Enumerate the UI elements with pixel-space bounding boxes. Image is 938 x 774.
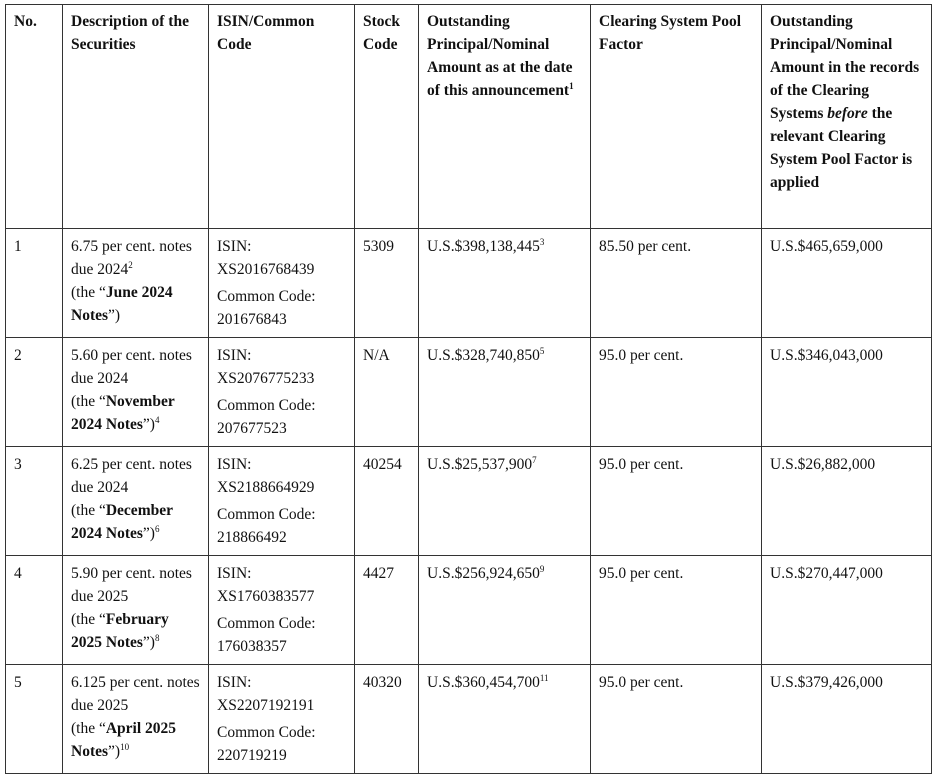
common-code-label: Common Code:	[217, 397, 316, 414]
common-code-value: 218866492	[217, 529, 287, 546]
cell-no: 3	[6, 447, 63, 556]
cell-stock-code: 40320	[355, 665, 419, 774]
isin-value: XS1760383577	[217, 588, 315, 605]
footnote-ref: 7	[532, 455, 537, 465]
isin-value: XS2076775233	[217, 370, 315, 387]
isin-label: ISIN:	[217, 565, 252, 582]
cell-records: U.S.$379,426,000	[762, 665, 932, 774]
header-stock-code: Stock Code	[355, 5, 419, 229]
footnote-ref: 6	[154, 524, 160, 534]
footnote-ref: 8	[154, 633, 160, 643]
header-no: No.	[6, 5, 63, 229]
common-code-label: Common Code:	[217, 615, 316, 632]
cell-outstanding	[419, 229, 591, 338]
header-isin: ISIN/Common Code	[209, 5, 355, 229]
cell-no: 1	[6, 229, 63, 338]
footnote-ref: 11	[539, 673, 549, 683]
footnote-ref: 3	[539, 237, 545, 247]
description-open: (the “	[71, 611, 106, 628]
isin-value: XS2016768439	[217, 261, 315, 278]
header-records-pre: Outstanding Principal/Nominal Amount in the records of the Clearing Systems	[770, 13, 920, 122]
outstanding-value: U.S.$328,740,850	[427, 347, 540, 364]
cell-isin	[209, 229, 355, 338]
isin-value: XS2207192191	[217, 697, 315, 714]
common-code-value: 176038357	[217, 638, 287, 655]
cell-records: U.S.$26,882,000	[762, 447, 932, 556]
description-text: 5.90 per cent. notes due 2025	[71, 565, 192, 605]
cell-stock-code: 4427	[355, 556, 419, 665]
defined-term: November 2024 Notes	[71, 393, 175, 433]
table-row	[6, 556, 932, 665]
cell-pool-factor: 95.0 per cent.	[591, 665, 762, 774]
cell-isin	[209, 665, 355, 774]
description-text: 6.25 per cent. notes due 2024	[71, 456, 192, 496]
cell-records: U.S.$465,659,000	[762, 229, 932, 338]
description-close: ”)	[142, 525, 155, 542]
cell-outstanding	[419, 338, 591, 447]
cell-isin	[209, 447, 355, 556]
header-description: Description of the Securities	[63, 5, 209, 229]
description-close: ”)	[142, 634, 155, 651]
header-outstanding	[419, 5, 591, 229]
table-row	[6, 447, 932, 556]
cell-outstanding	[419, 665, 591, 774]
outstanding-value: U.S.$256,924,650	[427, 565, 540, 582]
description-text: 6.75 per cent. notes due 2024	[71, 238, 192, 278]
cell-isin	[209, 556, 355, 665]
isin-label: ISIN:	[217, 238, 252, 255]
cell-no: 4	[6, 556, 63, 665]
cell-pool-factor: 95.0 per cent.	[591, 556, 762, 665]
common-code-label: Common Code:	[217, 506, 316, 523]
description-open: (the “	[71, 502, 106, 519]
header-records	[762, 5, 932, 229]
header-outstanding-text: Outstanding Principal/Nominal Amount as at the date of this announcement	[427, 13, 573, 99]
cell-records: U.S.$346,043,000	[762, 338, 932, 447]
description-open: (the “	[71, 720, 106, 737]
securities-table	[5, 4, 932, 774]
header-records-italic: before	[827, 105, 868, 122]
table-row	[6, 338, 932, 447]
common-code-value: 201676843	[217, 311, 287, 328]
defined-term: February 2025 Notes	[71, 611, 169, 651]
cell-no: 5	[6, 665, 63, 774]
defined-term: April 2025 Notes	[71, 720, 177, 760]
footnote-ref: 1	[569, 81, 574, 91]
table-row	[6, 665, 932, 774]
cell-outstanding	[419, 447, 591, 556]
cell-stock-code: 40254	[355, 447, 419, 556]
footnote-ref: 5	[539, 346, 545, 356]
common-code-value: 207677523	[217, 420, 287, 437]
description-close: ”)	[142, 416, 155, 433]
footnote-ref: 9	[539, 564, 545, 574]
cell-description	[63, 338, 209, 447]
outstanding-value: U.S.$398,138,445	[427, 238, 540, 255]
defined-term: June 2024 Notes	[71, 284, 173, 324]
cell-pool-factor: 95.0 per cent.	[591, 338, 762, 447]
cell-isin	[209, 338, 355, 447]
common-code-value: 220719219	[217, 747, 287, 764]
footnote-ref: 2	[128, 260, 133, 270]
header-row	[6, 5, 932, 229]
cell-description	[63, 447, 209, 556]
cell-outstanding	[419, 556, 591, 665]
isin-label: ISIN:	[217, 456, 252, 473]
cell-description	[63, 665, 209, 774]
cell-stock-code: N/A	[355, 338, 419, 447]
isin-value: XS2188664929	[217, 479, 315, 496]
cell-stock-code: 5309	[355, 229, 419, 338]
common-code-label: Common Code:	[217, 288, 316, 305]
common-code-label: Common Code:	[217, 724, 316, 741]
description-open: (the “	[71, 393, 106, 410]
header-records-post: the relevant Clearing System Pool Factor is applied	[770, 105, 913, 191]
cell-pool-factor: 85.50 per cent.	[591, 229, 762, 338]
cell-description	[63, 229, 209, 338]
description-text: 5.60 per cent. notes due 2024	[71, 347, 192, 387]
footnote-ref: 4	[154, 415, 160, 425]
footnote-ref: 10	[120, 742, 130, 752]
cell-records: U.S.$270,447,000	[762, 556, 932, 665]
table-row	[6, 229, 932, 338]
description-close: ”)	[108, 307, 121, 324]
cell-description	[63, 556, 209, 665]
description-text: 6.125 per cent. notes due 2025	[71, 674, 200, 714]
defined-term: December 2024 Notes	[71, 502, 173, 542]
description-open: (the “	[71, 284, 106, 301]
cell-no: 2	[6, 338, 63, 447]
description-close: ”)	[108, 743, 121, 760]
cell-pool-factor: 95.0 per cent.	[591, 447, 762, 556]
outstanding-value: U.S.$360,454,700	[427, 674, 540, 691]
outstanding-value: U.S.$25,537,900	[427, 456, 533, 473]
header-pool-factor: Clearing System Pool Factor	[591, 5, 762, 229]
isin-label: ISIN:	[217, 674, 252, 691]
isin-label: ISIN:	[217, 347, 252, 364]
